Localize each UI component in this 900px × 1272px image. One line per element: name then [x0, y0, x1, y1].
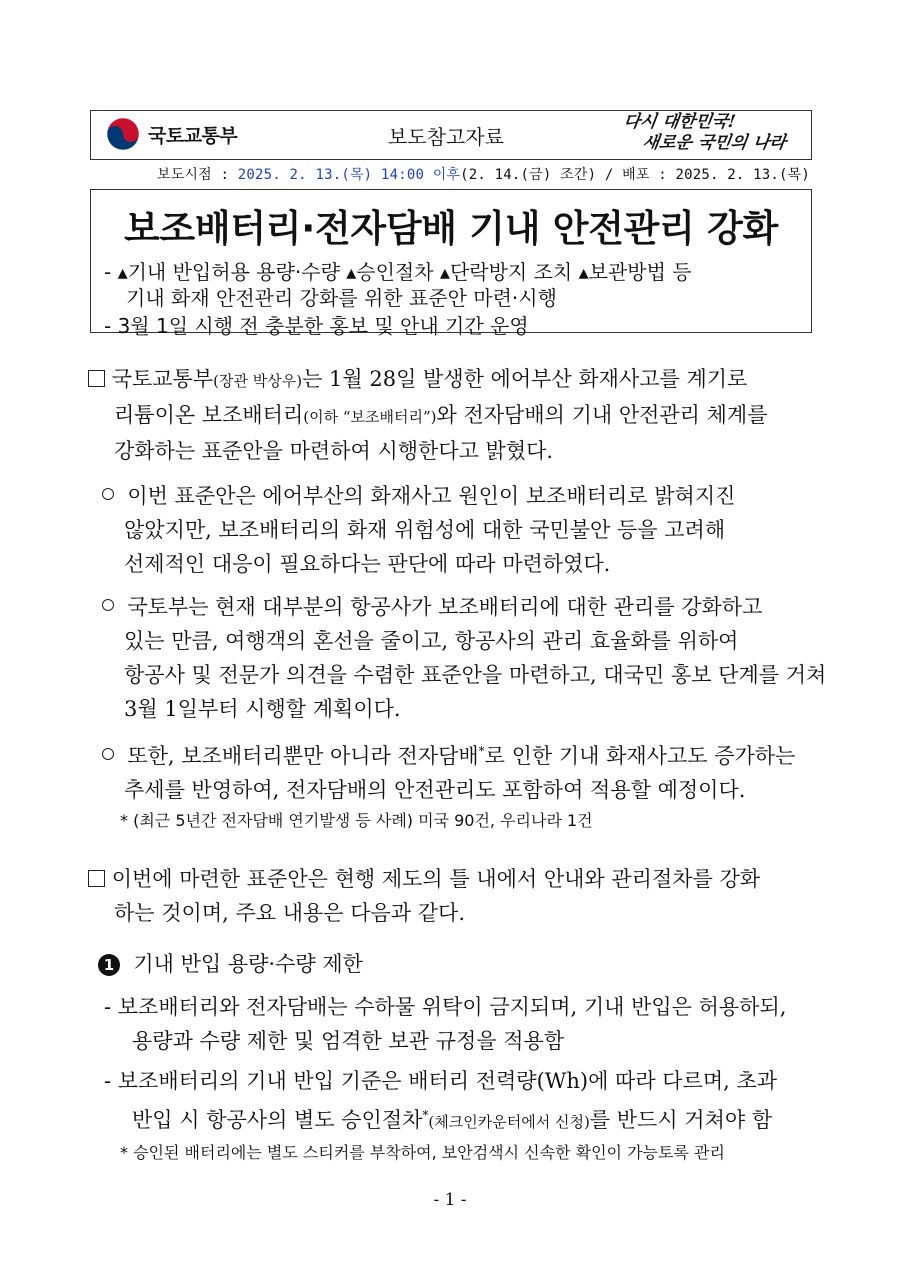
d1-line-2: 용량과 수량 제한 및 엄격한 보관 규정을 적용함 — [132, 1029, 565, 1053]
subtitle-line-2: 기내 화재 안전관리 강화를 위한 표준안 마련·시행 — [126, 286, 557, 310]
slogan-line-2: 새로운 국민의 나라 — [641, 133, 788, 153]
release-info — [0, 164, 810, 184]
bullet-2 — [102, 590, 826, 726]
b1-line-3: 선제적인 대응이 필요하다는 판단에 따라 마련하였다. — [124, 552, 611, 576]
bullet-3: 또한, 보조배터리뿐만 아니라 전자담배*로 인한 기내 화재사고도 증가하는 추세를 반영하여, 전자담배의 안전관리도 포함하여 적용할 예정이다. — [102, 734, 795, 807]
p2-line-2: 하는 것이며, 주요 내용은 다음과 같다. — [114, 901, 466, 925]
checkbox-square-icon — [88, 370, 105, 387]
bullet-1 — [102, 479, 735, 581]
subtitle-line-3: - 3월 1일 시행 전 충분한 홍보 및 안내 기간 운영 — [104, 314, 529, 338]
paragraph-2 — [88, 862, 760, 930]
p1-text-2: 리튬이온 보조배터리 — [114, 403, 304, 427]
circle-bullet-icon — [102, 748, 114, 760]
page-number: - 1 - — [433, 1190, 467, 1210]
b2-line-2: 있는 만큼, 여행객의 혼선을 줄이고, 항공사의 관리 효율화를 위하여 — [124, 629, 739, 653]
b1-line-1: 이번 표준안은 에어부산의 화재사고 원인이 보조배터리로 밝혀지진 — [127, 484, 736, 508]
section-1-title: 기내 반입 용량·수량 제한 — [133, 952, 363, 976]
p1-text-4: 강화하는 표준안을 마련하여 시행한다고 밝혔다. — [114, 439, 554, 463]
d2-line-1: - 보조배터리의 기내 반입 기준은 배터리 전력량(Wh)에 따라 다르며, 초과 — [104, 1069, 778, 1093]
ministry-name: 국토교통부 — [148, 125, 238, 147]
section-1-heading — [98, 948, 363, 978]
ministry-logo-icon — [106, 117, 140, 151]
p1-abbrev: (이하 “보조배터리”) — [303, 408, 437, 426]
section-number-badge: 1 — [98, 954, 120, 976]
paragraph-1 — [88, 362, 768, 468]
footnote-1: * (최근 5년간 전자담배 연기발생 등 사례) 미국 90건, 우리나라 1건 — [120, 811, 593, 830]
distribution-date: / 배포 : 2025. 2. 13.(목) — [596, 167, 810, 183]
p2-line-1: 이번에 마련한 표준안은 현행 제도의 틀 내에서 안내와 관리절차를 강화 — [111, 867, 761, 891]
detail-2: - 보조배터리의 기내 반입 기준은 배터리 전력량(Wh)에 따라 다르며, 초과 반입 시 항공사의 별도 승인절차*(체크인카운터에서 신청)를 반드시 거쳐야 함 — [104, 1064, 777, 1139]
release-time: 2025. 2. 13.(목) 14:00 이후 — [237, 167, 461, 183]
b1-line-2: 않았지만, 보조배터리의 화재 위험성에 대한 국민불안 등을 고려해 — [124, 518, 726, 542]
p1-text-3: 와 전자담배의 기내 안전관리 체계를 — [436, 403, 768, 427]
circle-bullet-icon — [102, 488, 114, 500]
d1-line-1: - 보조배터리와 전자담배는 수하물 위탁이 금지되며, 기내 반입은 허용하되, — [104, 995, 787, 1019]
b3-line-2: 추세를 반영하여, 전자담배의 안전관리도 포함하여 적용할 예정이다. — [124, 778, 746, 802]
detail-1 — [104, 990, 786, 1058]
subtitle-line-1: - ▴기내 반입허용 용량·수량 ▴승인절차 ▴단락방지 조치 ▴보관방법 등 — [104, 260, 692, 284]
d2-paren: (체크인카운터에서 신청) — [428, 1113, 590, 1131]
document-type: 보도참고자료 — [388, 125, 504, 149]
b2-line-4: 3월 1일부터 시행할 계획이다. — [124, 697, 401, 721]
checkbox-square-icon — [88, 870, 105, 887]
b3-text-2: 로 인한 기내 화재사고도 증가하는 — [484, 744, 796, 768]
b2-line-3: 항공사 및 전문가 의견을 수렴한 표준안을 마련하고, 대국민 홍보 단계를 거쳐 — [124, 663, 827, 687]
circle-bullet-icon — [102, 599, 114, 611]
b3-text-1: 또한, 보조배터리뿐만 아니라 전자담배 — [127, 744, 479, 768]
release-label: 보도시점 : — [156, 167, 238, 183]
slogan — [619, 112, 805, 154]
p1-ministry: 국토교통부 — [111, 367, 214, 391]
slogan-line-1: 다시 대한민국! — [622, 112, 737, 132]
p1-minister: (장관 박상우) — [213, 372, 303, 390]
p1-text-1: 는 1월 28일 발생한 에어부산 화재사고를 계기로 — [302, 367, 748, 391]
footnote-2: * 승인된 배터리에는 별도 스티커를 부착하여, 보안검색시 신속한 확인이 가능토록 관리 — [120, 1143, 725, 1162]
d2-text-2: 를 반드시 거쳐야 함 — [589, 1108, 773, 1132]
release-paper: (2. 14.(금) 조간) — [460, 167, 597, 183]
d2-text-1: 반입 시 항공사의 별도 승인절차 — [132, 1108, 423, 1132]
b2-line-1: 국토부는 현재 대부분의 항공사가 보조배터리에 대한 관리를 강화하고 — [127, 595, 763, 619]
page-title: 보조배터리·전자담배 기내 안전관리 강화 — [123, 207, 778, 250]
